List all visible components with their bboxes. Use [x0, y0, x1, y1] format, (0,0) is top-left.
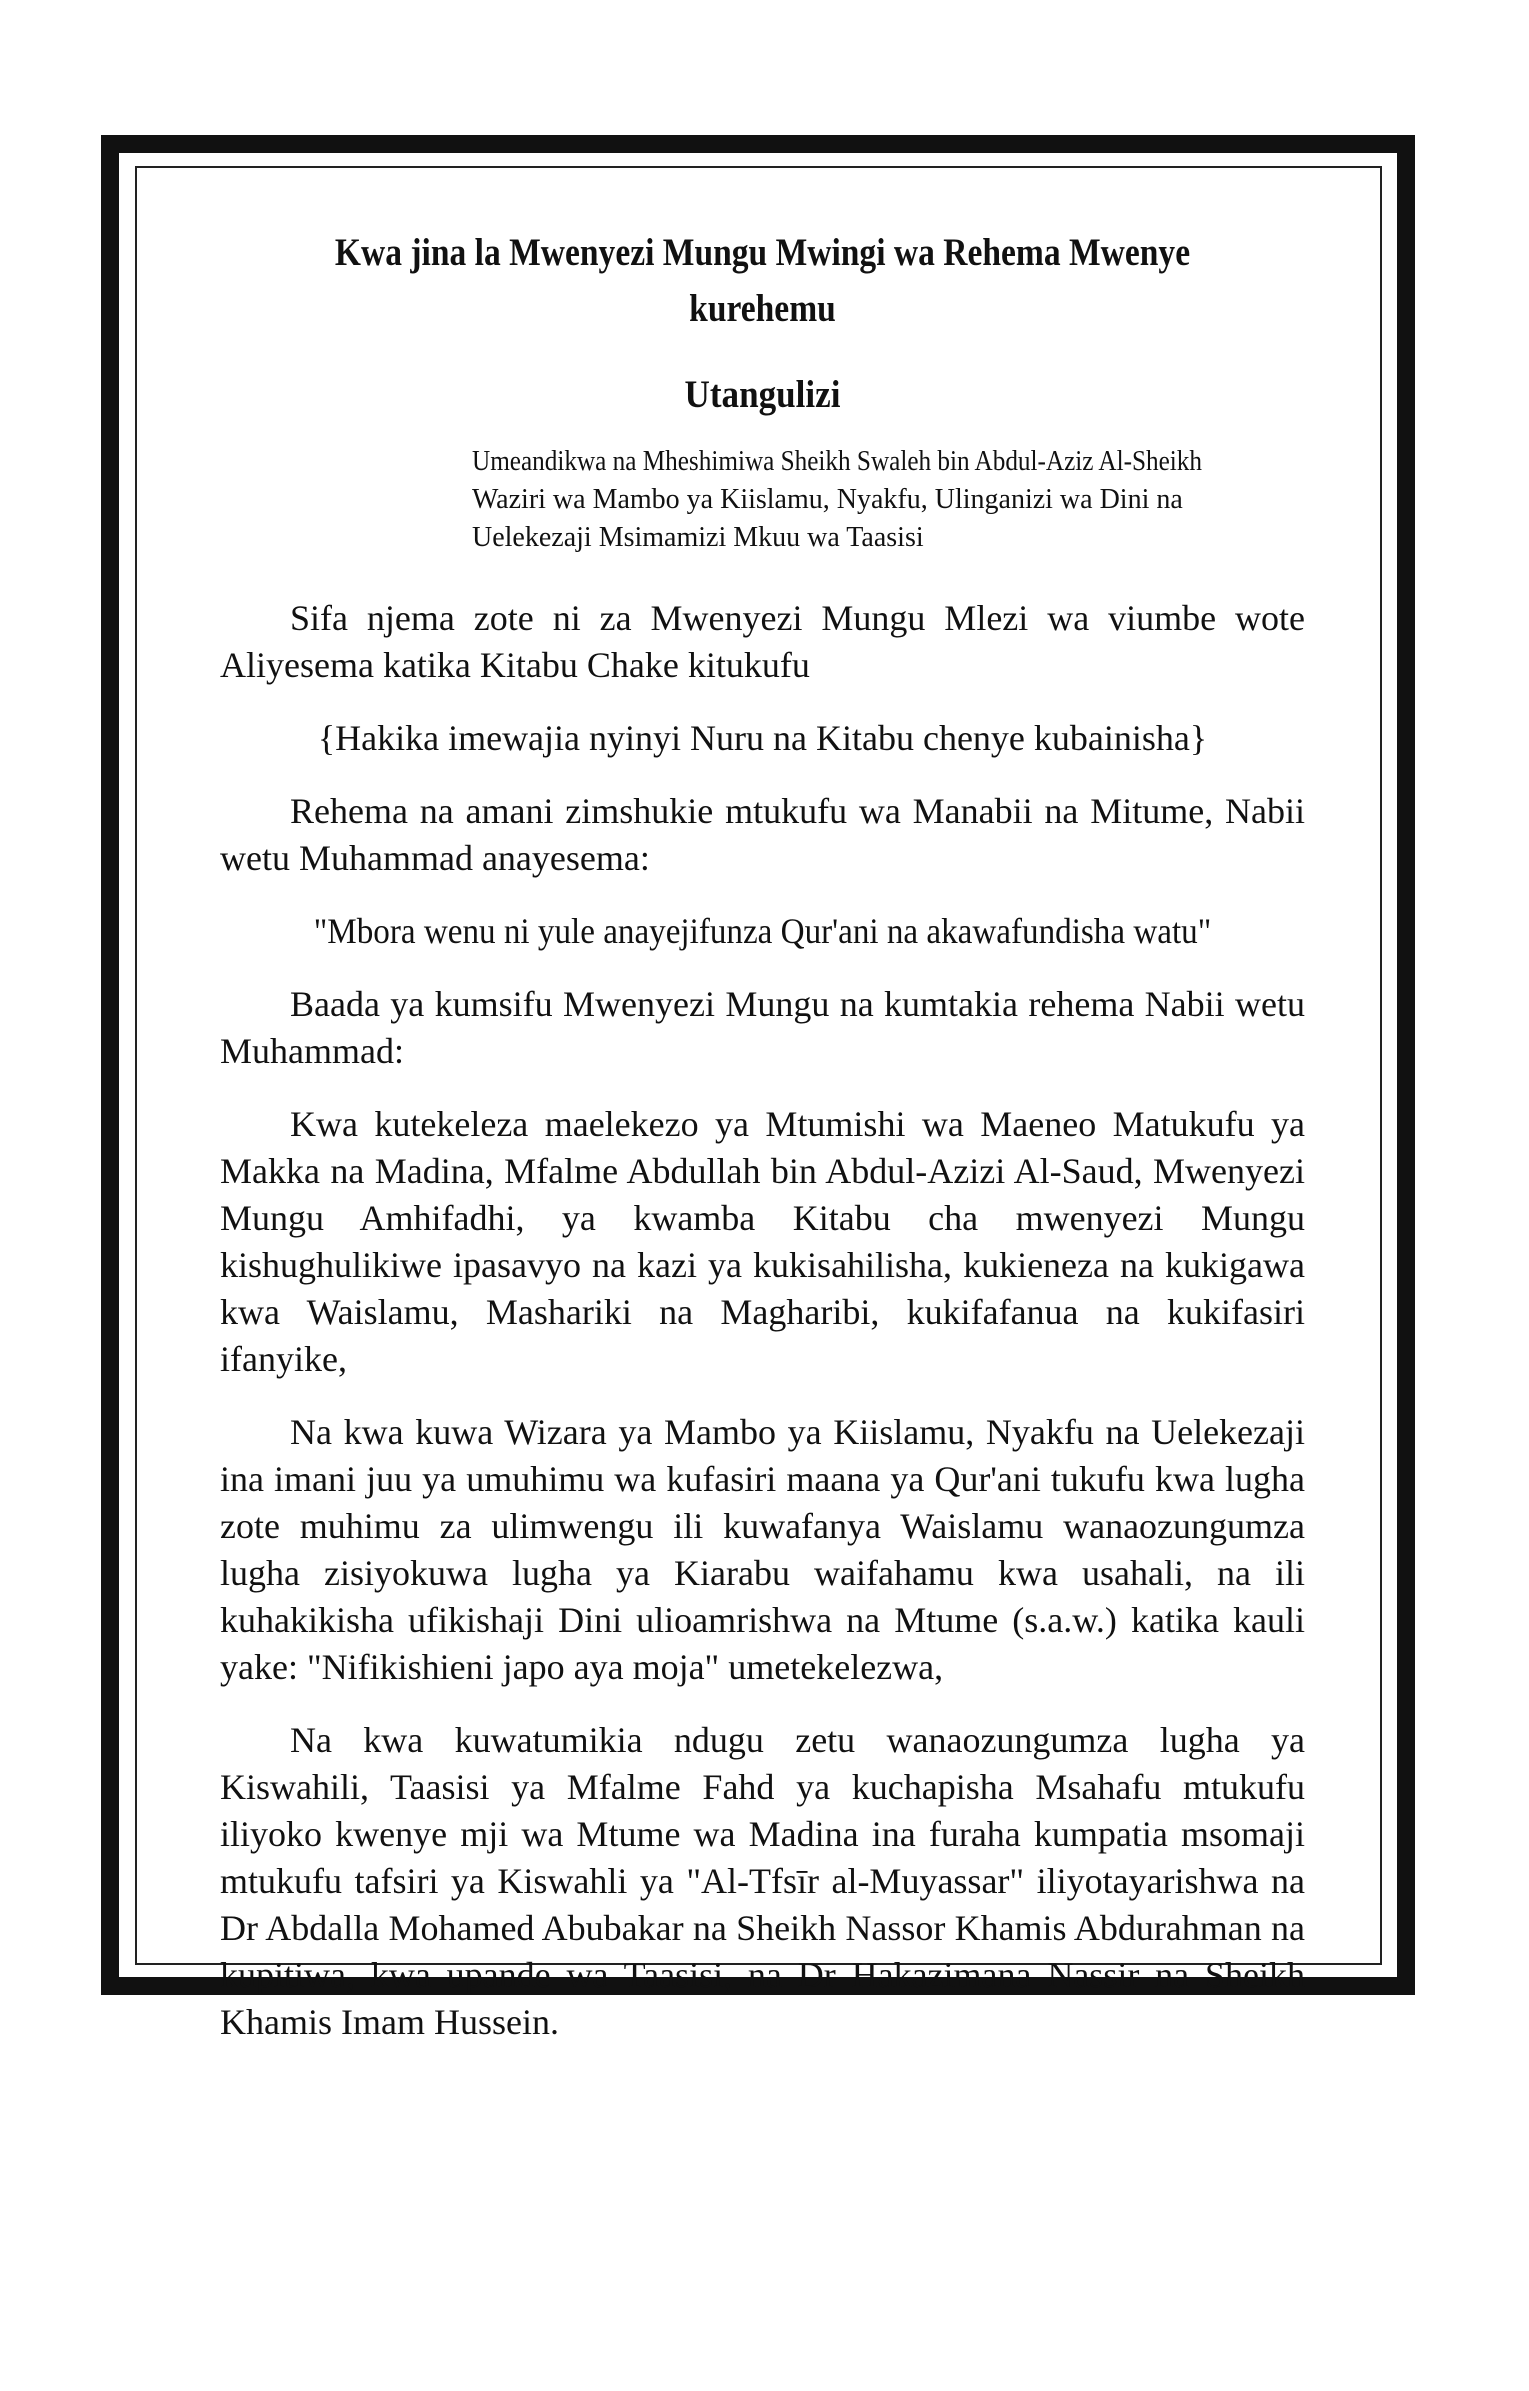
byline-line-2: Waziri wa Mambo ya Kiislamu, Nyakfu, Ulinganizi wa Dini na — [472, 484, 1183, 515]
paragraph-king-directive: Kwa kutekeleza maelekezo ya Mtumishi wa Maeneo Matukufu ya Makka na Madina, Mfalme Abdullah bin Abdul-Azizi Al-Saud, Mwenyezi Mungu Amhifadhi, ya kwamba Kitabu cha mwenyezi Mungu kishughulikiwe ipasavyo na kazi ya kukisahilisha, kukieneza na kukigawa kwa Waislamu, Mashariki na Magharibi, kukifafanua na kukifasiri ifanyike, — [220, 1104, 1305, 1379]
author-byline — [472, 443, 1312, 557]
paragraph-after-praise: Baada ya kumsifu Mwenyezi Mungu na kumtakia rehema Nabii wetu Muhammad: — [220, 984, 1305, 1071]
body-text — [220, 595, 1305, 2046]
byline-line-1: Umeandikwa na Mheshimiwa Sheikh Swaleh bin Abdul-Aziz Al-Sheikh — [472, 446, 1202, 477]
paragraph-ministry: Na kwa kuwa Wizara ya Mambo ya Kiislamu, Nyakfu na Uelekezaji ina imani juu ya umuhimu wa kufasiri maana ya Qur'ani tukufu kwa lugha zote muhimu za ulimwengu ili kuwafanya Waislamu wanaozungumza lugha zisiyokuwa lugha ya Kiarabu waifahamu kwa usahali, na ili kuhakikisha ufikishaji Dini ulioamrishwa na Mtume (s.a.w.) katika kauli yake: "Nifikishieni japo aya moja" umetekelezwa, — [220, 1412, 1305, 1687]
quran-quote: {Hakika imewajia nyinyi Nuru na Kitabu chenye kubainisha} — [317, 718, 1208, 758]
paragraph-blessings: Rehema na amani zimshukie mtukufu wa Manabii na Mitume, Nabii wetu Muhammad anayesema: — [220, 791, 1305, 878]
hadith-quote: "Mbora wenu ni yule anayejifunza Qur'ani na akawafundisha watu" — [313, 911, 1212, 951]
basmala-heading: Kwa jina la Mwenyezi Mungu Mwingi wa Rehema Mwenye kurehemu — [334, 231, 1191, 330]
page-title: Utangulizi — [684, 373, 841, 416]
paragraph-translation: Na kwa kuwatumikia ndugu zetu wanaozungumza lugha ya Kiswahili, Taasisi ya Mfalme Fahd ya kuchapisha Msahafu mtukufu iliyoko kwenye mji wa Mtume wa Madina ina furaha kumpatia msomaji mtukufu tafsiri ya Kiswahli ya "Al-Tfsīr al-Muyassar" iliyotayarishwa na Dr Abdalla Mohamed Abubakar na Sheikh Nassor Khamis Abdurahman na kupitiwa, kwa upande wa Taasisi, na Dr Hakazimana Nassir na Sheikh Khamis Imam Hussein. — [220, 1720, 1305, 2042]
page-content — [220, 225, 1305, 2072]
byline-line-3: Uelekezaji Msimamizi Mkuu wa Taasisi — [472, 522, 924, 553]
paragraph-praise: Sifa njema zote ni za Mwenyezi Mungu Mlezi wa viumbe wote Aliyesema katika Kitabu Chake kitukufu — [220, 598, 1305, 685]
